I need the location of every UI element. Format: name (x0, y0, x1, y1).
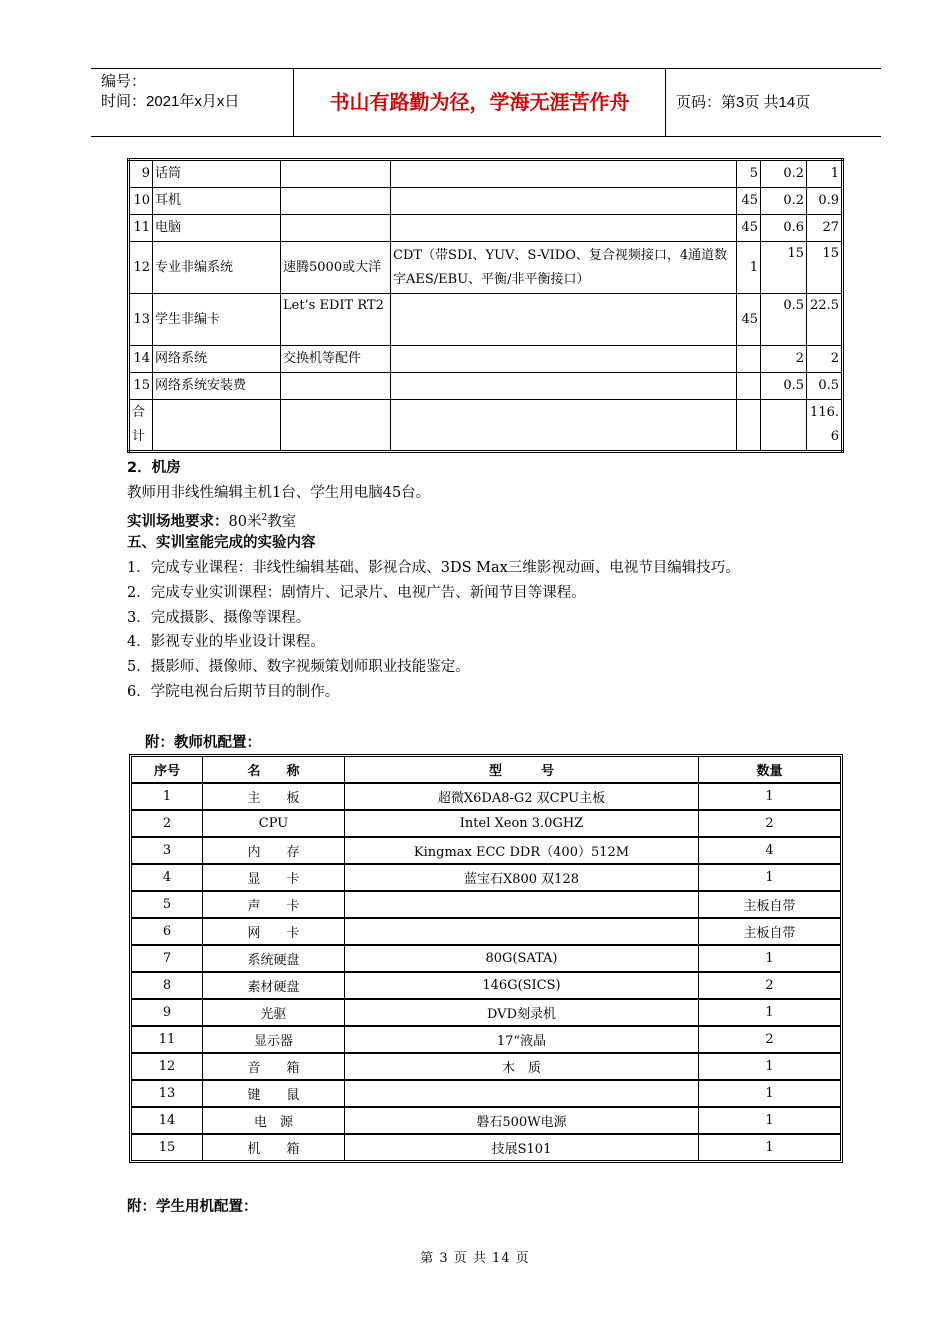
equipment-price: 0.2 (761, 160, 807, 188)
document-header (91, 68, 881, 137)
config-name: 音 箱 (202, 1054, 344, 1081)
config-model: 蓝宝石X800 双128 (344, 865, 698, 892)
equipment-name: 话筒 (153, 160, 281, 188)
equipment-no: 12 (129, 242, 153, 294)
config-no: 5 (132, 892, 202, 919)
equipment-desc (391, 215, 737, 242)
config-name: 素材硬盘 (202, 973, 344, 1000)
config-no: 12 (132, 1054, 202, 1081)
config-no: 15 (158, 1140, 176, 1155)
equipment-qty: 45 (737, 188, 761, 215)
equipment-total: 2 (807, 346, 843, 373)
config-no: 7 (132, 946, 202, 973)
config-qty: 2 (698, 811, 840, 838)
config-qty: 1 (698, 865, 840, 892)
equipment-desc: CDT（带SDI、YUV、S-VIDO、复合视频接口，4通道数字AES/EBU、平衡/非平衡接口） (391, 242, 737, 294)
config-qty: 2 (698, 1027, 840, 1054)
config-model: 磐石500W电源 (344, 1108, 698, 1135)
config-no: 2 (132, 811, 202, 838)
equipment-name: 网络系统 (153, 346, 281, 373)
equipment-total: 0.5 (807, 373, 843, 400)
teacher-config-heading: 附：教师机配置： (145, 735, 261, 751)
equipment-row (129, 160, 843, 188)
total-label: 合计 (129, 400, 153, 452)
equipment-no: 15 (129, 373, 153, 400)
equipment-row (129, 294, 843, 346)
site-value: 80米 (228, 513, 262, 530)
header-motto: 书山有路勤为径，学海无涯苦作舟 (293, 69, 666, 136)
config-no: 14 (132, 1108, 202, 1135)
total-value: 116.6 (807, 400, 843, 452)
config-row (132, 1081, 840, 1108)
config-row (132, 1108, 840, 1135)
equipment-no: 13 (129, 294, 153, 346)
config-no: 13 (132, 1081, 202, 1108)
equipment-total: 1 (807, 160, 843, 188)
config-row (132, 1054, 840, 1081)
config-model (344, 892, 698, 919)
config-model (344, 1081, 698, 1108)
config-qty: 1 (698, 1135, 840, 1160)
equipment-no: 14 (129, 346, 153, 373)
content-item: 1．完成专业课程：非线性编辑基础、影视合成、3DS Max三维影视动画、电视节目编辑技巧。 (127, 560, 740, 576)
header-meta (91, 69, 293, 136)
equipment-no: 9 (129, 160, 153, 188)
equipment-no: 10 (129, 188, 153, 215)
time-label: 时间：2021年x月x日 (101, 93, 240, 110)
equipment-name: 学生非编卡 (153, 294, 281, 346)
empty-cell (281, 400, 391, 452)
equipment-desc (391, 188, 737, 215)
equipment-name: 专业非编系统 (153, 242, 281, 294)
equipment-row (129, 215, 843, 242)
config-no: 11 (132, 1027, 202, 1054)
config-name: CPU (202, 811, 344, 838)
config-name: 系统硬盘 (202, 946, 344, 973)
config-qty: 主板自带 (698, 919, 840, 946)
config-qty: 主板自带 (698, 892, 840, 919)
empty-cell (737, 400, 761, 452)
content-item: 3．完成摄影、摄像等课程。 (127, 609, 311, 626)
config-model: 146G(SICS) (344, 973, 698, 1000)
equipment-desc (391, 294, 737, 346)
config-name: 机 箱 (202, 1135, 344, 1160)
config-row (132, 865, 840, 892)
teacher-config-table (129, 754, 843, 1163)
equipment-qty: 45 (737, 294, 761, 346)
empty-cell (391, 400, 737, 452)
code-label: 编号： (101, 73, 147, 90)
config-row (132, 1135, 840, 1160)
config-name: 内 存 (202, 838, 344, 865)
equipment-spec: 交换机等配件 (281, 346, 391, 373)
config-qty: 4 (698, 838, 840, 865)
config-no: 4 (132, 865, 202, 892)
config-header: 数量 (698, 757, 840, 784)
config-name: 网 卡 (202, 919, 344, 946)
room-heading: 2．机房 (127, 460, 181, 476)
equipment-qty (737, 373, 761, 400)
equipment-name: 耳机 (153, 188, 281, 215)
equipment-qty: 1 (737, 242, 761, 294)
page-footer: 第 3 页 共 14 页 (420, 1251, 530, 1266)
config-model: 技展S101 (344, 1135, 698, 1160)
equipment-row (129, 346, 843, 373)
config-name: 显示器 (202, 1027, 344, 1054)
config-no: 1 (132, 784, 202, 811)
equipment-total: 15 (807, 242, 843, 294)
config-qty: 2 (698, 973, 840, 1000)
equipment-price: 0.2 (761, 188, 807, 215)
config-model: 超微X6DA8-G2 双CPU主板 (344, 784, 698, 811)
config-qty: 1 (698, 1108, 840, 1135)
config-row (132, 1000, 840, 1027)
equipment-row (129, 373, 843, 400)
equipment-price: 15 (761, 242, 807, 294)
equipment-price: 0.5 (761, 294, 807, 346)
config-model: 木 质 (344, 1054, 698, 1081)
config-name: 光驱 (202, 1000, 344, 1027)
config-row (132, 1027, 840, 1054)
room-text: 教师用非线性编辑主机1台、学生用电脑45台。 (127, 485, 431, 501)
equipment-row (129, 188, 843, 215)
config-model: Intel Xeon 3.0GHZ (344, 811, 698, 838)
config-header: 序号 (132, 757, 202, 784)
equipment-total: 0.9 (807, 188, 843, 215)
equipment-price: 2 (761, 346, 807, 373)
config-qty: 1 (698, 784, 840, 811)
config-name: 电 源 (202, 1108, 344, 1135)
config-name: 显 卡 (202, 865, 344, 892)
config-no: 9 (132, 1000, 202, 1027)
equipment-spec (281, 215, 391, 242)
equipment-spec (281, 188, 391, 215)
equipment-total-row (129, 400, 843, 452)
empty-cell (761, 400, 807, 452)
config-row (132, 973, 840, 1000)
equipment-total: 22.5 (807, 294, 843, 346)
equipment-desc (391, 160, 737, 188)
config-qty: 1 (698, 1054, 840, 1081)
content-heading: 五、实训室能完成的实验内容 (127, 535, 316, 551)
content-item: 2．完成专业实训课程：剧情片、记录片、电视广告、新闻节目等课程。 (127, 584, 586, 601)
header-page-label: 页码：第3页 共14页 (676, 94, 811, 111)
config-model: 17“液晶 (344, 1027, 698, 1054)
site-suffix: 教室 (267, 513, 297, 530)
site-label: 实训场地要求： (127, 513, 229, 530)
config-model (344, 919, 698, 946)
empty-cell (153, 400, 281, 452)
equipment-total: 27 (807, 215, 843, 242)
equipment-name: 网络系统安装费 (153, 373, 281, 400)
config-no: 8 (132, 973, 202, 1000)
config-model: 80G(SATA) (344, 946, 698, 973)
config-qty: 1 (698, 1000, 840, 1027)
site-sup: 2 (261, 513, 268, 523)
equipment-spec (281, 160, 391, 188)
equipment-spec: 速腾5000或大洋 (281, 242, 391, 294)
equipment-qty: 45 (737, 215, 761, 242)
config-row (132, 811, 840, 838)
config-qty: 1 (698, 1081, 840, 1108)
equipment-table (127, 158, 844, 453)
config-no: 6 (132, 919, 202, 946)
config-no: 3 (132, 838, 202, 865)
equipment-qty: 5 (737, 160, 761, 188)
config-name: 声 卡 (202, 892, 344, 919)
equipment-desc (391, 373, 737, 400)
equipment-name: 电脑 (153, 215, 281, 242)
equipment-spec (281, 373, 391, 400)
equipment-price: 0.6 (761, 215, 807, 242)
config-row (132, 919, 840, 946)
config-row (132, 892, 840, 919)
equipment-qty (737, 346, 761, 373)
equipment-no: 11 (129, 215, 153, 242)
content-item: 6．学院电视台后期节目的制作。 (127, 684, 340, 700)
config-header: 名 称 (202, 757, 344, 784)
site-requirement (127, 506, 296, 534)
config-name: 主 板 (202, 784, 344, 811)
equipment-price: 0.5 (761, 373, 807, 400)
config-row (132, 784, 840, 811)
content-item: 5．摄影师、摄像师、数字视频策划师职业技能鉴定。 (127, 659, 470, 676)
config-qty: 1 (698, 946, 840, 973)
config-row (132, 946, 840, 973)
config-model: Kingmax ECC DDR（400）512M (344, 838, 698, 865)
equipment-spec: Let’s EDIT RT2 (281, 294, 391, 346)
config-name: 键 鼠 (202, 1081, 344, 1108)
content-item: 4．影视专业的毕业设计课程。 (127, 634, 325, 651)
equipment-row (129, 242, 843, 294)
config-header: 型 号 (344, 757, 698, 784)
equipment-desc (391, 346, 737, 373)
config-model: DVD刻录机 (344, 1000, 698, 1027)
config-row (132, 838, 840, 865)
student-config-heading: 附：学生用机配置： (127, 1199, 258, 1215)
